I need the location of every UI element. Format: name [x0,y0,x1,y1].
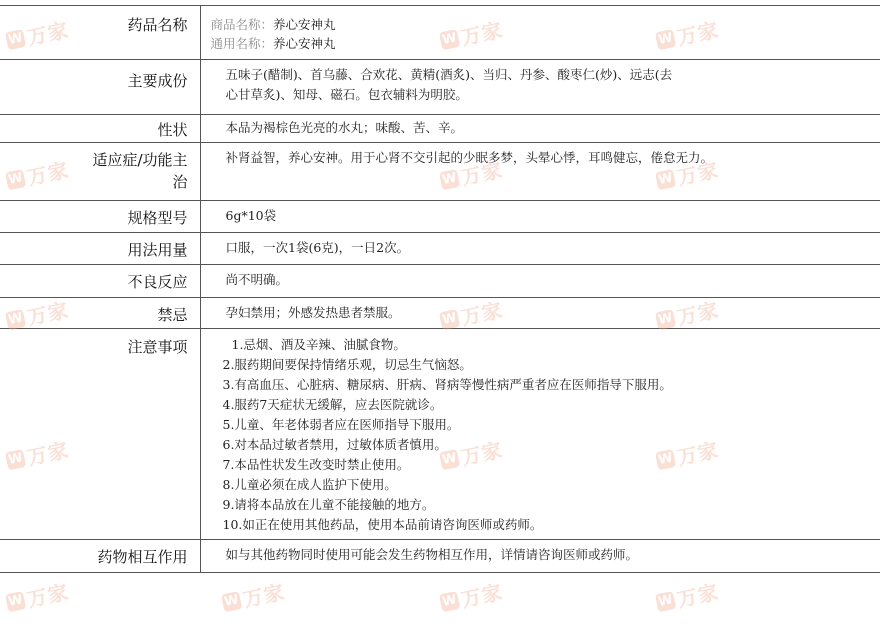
precaution-item: 1.忌烟、酒及辛辣、油腻食物。 [231,337,406,352]
precaution-item: 10.如正在使用其他药品，使用本品前请咨询医师或药师。 [222,517,543,532]
watermark-text: 万家 [675,297,722,330]
label-precautions: 注意事项 [0,329,200,540]
watermark-logo [4,576,72,617]
w-logo-icon: W [5,591,26,612]
w-logo-icon: W [5,449,26,470]
w-logo-icon: W [439,309,460,330]
label-contraindications: 禁忌 [0,298,200,329]
label-interactions: 药物相互作用 [0,540,200,573]
drug-info-table [0,5,880,573]
label-dosage: 用法用量 [0,233,200,265]
value-dosage: 口服，一次1袋(6克)，一日2次。 [200,233,880,265]
watermark-text: 万家 [675,579,722,612]
w-logo-icon: W [5,309,26,330]
trade-name-label: 商品名称： [210,17,274,32]
row-interactions [0,540,880,573]
w-logo-icon: W [655,591,676,612]
row-contraindications [0,298,880,329]
label-indications [0,143,200,201]
w-logo-icon: W [439,591,460,612]
w-logo-icon: W [5,169,26,190]
value-interactions: 如与其他药物同时使用可能会发生药物相互作用，详情请咨询医师或药师。 [200,540,880,573]
label-ingredients: 主要成份 [0,60,200,115]
watermark-text: 万家 [25,17,72,50]
watermark-logo [438,576,506,617]
value-indications: 补肾益智，养心安神。用于心肾不交引起的少眠多梦，头晕心悸，耳鸣健忘，倦怠无力。 [200,143,880,201]
trade-name-value: 养心安神丸 [273,17,336,32]
w-logo-icon: W [439,29,460,50]
row-precautions [0,329,880,540]
indications-label-line-2: 治 [172,173,188,191]
watermark-logo [220,576,288,617]
value-contraindications: 孕妇禁用；外感发热患者禁服。 [200,298,880,329]
watermark-text: 万家 [25,157,72,190]
precaution-item: 6.对本品过敏者禁用，过敏体质者慎用。 [222,437,447,452]
watermark-text: 万家 [459,579,506,612]
label-spec: 规格型号 [0,201,200,233]
precaution-item: 9.请将本品放在儿童不能接触的地方。 [222,497,435,512]
value-drug-name [200,6,880,60]
watermark-text: 万家 [459,437,506,470]
row-adverse [0,265,880,298]
generic-name-value: 养心安神丸 [273,36,336,51]
row-dosage [0,233,880,265]
watermark-text: 万家 [675,157,722,190]
value-ingredients [200,60,880,115]
row-ingredients [0,60,880,115]
row-drug-name [0,6,880,60]
watermark-text: 万家 [675,17,722,50]
value-precautions [200,329,880,540]
value-spec: 6g*10袋 [200,201,880,233]
ingredients-line-1: 五味子(醋制)、首乌藤、合欢花、黄精(酒炙)、当归、丹参、酸枣仁(炒)、远志(去 [225,67,673,82]
watermark-text: 万家 [25,297,72,330]
w-logo-icon: W [439,169,460,190]
ingredients-line-2: 心甘草炙)、知母、磁石。包衣辅料为明胶。 [225,87,468,102]
w-logo-icon: W [5,29,26,50]
precaution-item: 8.儿童必须在成人监护下使用。 [222,477,397,492]
row-appearance [0,115,880,143]
value-adverse: 尚不明确。 [200,265,880,298]
watermark-text: 万家 [459,157,506,190]
precaution-item: 3.有高血压、心脏病、糖尿病、肝病、肾病等慢性病严重者应在医师指导下服用。 [222,377,672,392]
generic-name-label: 通用名称： [210,36,274,51]
watermark-text: 万家 [459,17,506,50]
precaution-item: 2.服药期间要保持情绪乐观，切忌生气恼怒。 [222,357,472,372]
precaution-item: 4.服药7天症状无缓解，应去医院就诊。 [222,397,443,412]
precaution-item: 5.儿童、年老体弱者应在医师指导下服用。 [222,417,460,432]
label-appearance: 性状 [0,115,200,143]
watermark-logo [654,576,722,617]
label-drug-name: 药品名称 [0,6,200,60]
w-logo-icon: W [439,449,460,470]
value-appearance: 本品为褐棕色光亮的水丸；味酸、苦、辛。 [200,115,880,143]
watermark-text: 万家 [459,297,506,330]
w-logo-icon: W [221,591,242,612]
watermark-text: 万家 [25,579,72,612]
w-logo-icon: W [655,169,676,190]
label-adverse: 不良反应 [0,265,200,298]
w-logo-icon: W [655,449,676,470]
watermark-text: 万家 [675,437,722,470]
row-indications [0,143,880,201]
w-logo-icon: W [655,309,676,330]
precaution-item: 7.本品性状发生改变时禁止使用。 [222,457,410,472]
watermark-text: 万家 [241,579,288,612]
indications-label-line-1: 适应症/功能主 [92,151,188,169]
watermark-text: 万家 [25,437,72,470]
row-spec [0,201,880,233]
w-logo-icon: W [655,29,676,50]
